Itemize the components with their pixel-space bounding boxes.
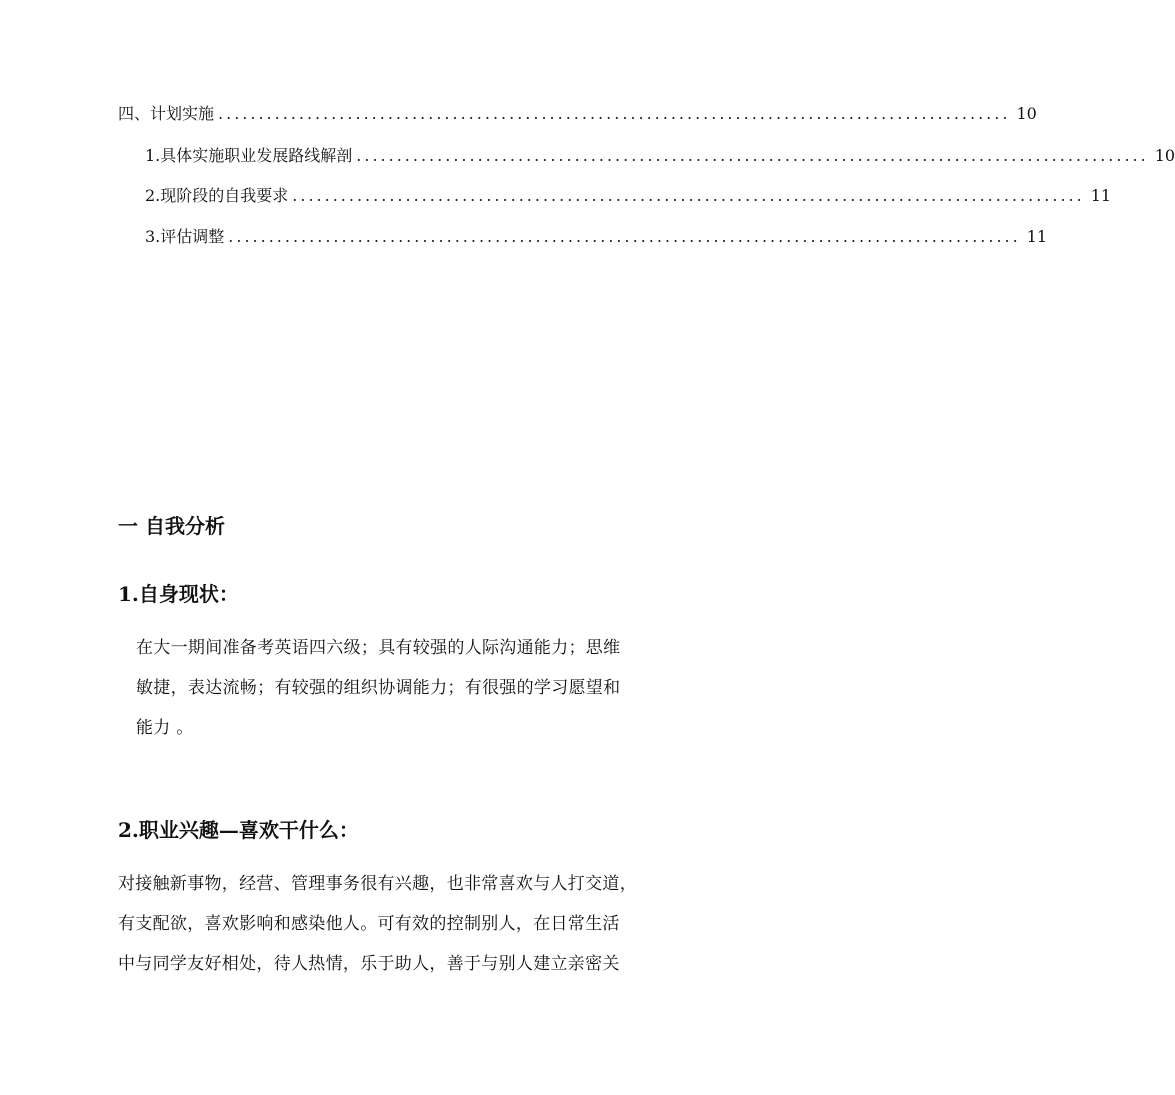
subsection-heading-current-status: 1.自身现状： bbox=[118, 582, 239, 606]
toc-entry-career-path[interactable] bbox=[145, 146, 1175, 166]
paragraph-line: 对接触新事物，经营、管理事务很有兴趣，也非常喜欢与人打交道， bbox=[118, 874, 637, 894]
paragraph-line: 能力 。 bbox=[136, 718, 194, 738]
toc-leader-dots: .................................................................................................. bbox=[356, 146, 1149, 165]
toc-entry-title: 四、计划实施 bbox=[118, 104, 215, 123]
toc-entry-plan-implementation[interactable] bbox=[118, 104, 1037, 124]
paragraph-line: 中与同学友好相处，待人热情，乐于助人，善于与别人建立亲密关 bbox=[118, 954, 620, 974]
toc-page-number: 11 bbox=[1090, 186, 1112, 205]
toc-page-number: 11 bbox=[1026, 227, 1048, 246]
toc-leader-dots: .................................................................................................. bbox=[228, 227, 1021, 246]
paragraph-line: 敏捷，表达流畅；有较强的组织协调能力；有很强的学习愿望和 bbox=[136, 678, 621, 698]
paragraph-line: 有支配欲，喜欢影响和感染他人。可有效的控制别人，在日常生活 bbox=[118, 914, 620, 934]
subsection-heading-career-interest: 2.职业兴趣—喜欢干什么： bbox=[118, 818, 359, 842]
toc-entry-title: 3.评估调整 bbox=[145, 227, 225, 246]
toc-page-number: 10 bbox=[1016, 104, 1037, 123]
toc-leader-dots: .................................................................................................. bbox=[218, 104, 1011, 123]
toc-page-number: 10 bbox=[1154, 146, 1175, 165]
section-heading-self-analysis: 一 自我分析 bbox=[118, 514, 225, 538]
toc-leader-dots: .................................................................................................. bbox=[292, 186, 1085, 205]
career-interest-paragraph bbox=[118, 864, 637, 984]
current-status-paragraph bbox=[136, 628, 620, 748]
toc-entry-evaluation[interactable] bbox=[145, 227, 1048, 247]
toc-entry-title: 2.现阶段的自我要求 bbox=[145, 186, 289, 205]
paragraph-line: 在大一期间准备考英语四六级；具有较强的人际沟通能力；思维 bbox=[136, 638, 621, 658]
toc-entry-title: 1.具体实施职业发展路线解剖 bbox=[145, 146, 353, 165]
toc-entry-self-requirements[interactable] bbox=[145, 186, 1112, 206]
